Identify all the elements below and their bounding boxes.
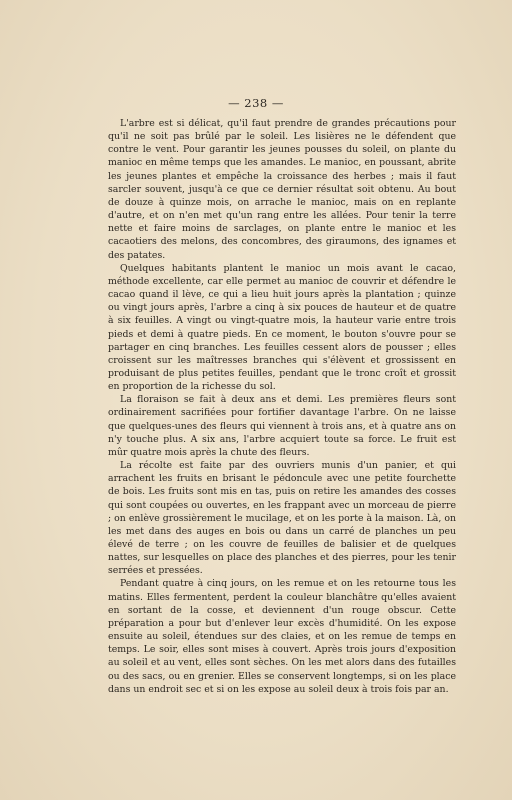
paragraph: La récolte est faite par des ouvriers munis d'un panier, et qui arrachent les fruits en brisant le pédoncule avec une petite fourchette de bois. Les fruits sont mis en tas, puis on retire les amandes des cosses qui sont coupées ou ouvertes, en les frappant avec un morceau de pierre ; on enlève grossièrement le mucilage, et on les porte à la maison. Là, on les met dans des auges en bois ou dans un carré de planches un peu élevé de terre ; on les couvre de feuilles de balisier et de quelques nattes, sur lesquelles on place des planches et des pierres, pour les tenir serrées et pressées. — [108, 460, 456, 577]
page-number: — 238 — — [228, 96, 284, 110]
paragraph: L'arbre est si délicat, qu'il faut prendre de grandes précautions pour qu'il ne soit pas brûlé par le soleil. Les lisières ne le défendent que contre le vent. Pour garantir les jeunes pousses du soleil, on plante du manioc en même temps que les amandes. Le manioc, en poussant, abrite les jeunes plantes et empêche la croissance des herbes ; mais il faut sarcler souvent, jusqu'à ce que ce dernier résultat soit obtenu. Au bout de douze à quinze mois, on arrache le manioc, mais on en replante d'autre, et on n'en met qu'un rang entre les allées. Pour tenir la terre nette et faire moins de sarclages, on plante entre le manioc et les cacaotiers des melons, des concombres, des giraumons, des ignames et des patates. — [108, 118, 456, 261]
paragraph: La floraison se fait à deux ans et demi. Les premières fleurs sont ordinairement sacrifiées pour fortifier davantage l'arbre. On ne laisse que quelques-unes des fleurs qui viennent à trois ans, et à quatre ans on n'y touche plus. A six ans, l'arbre acquiert toute sa force. Le fruit est mûr quatre mois après la chute des fleurs. — [108, 394, 456, 458]
paragraph: Pendant quatre à cinq jours, on les remue et on les retourne tous les matins. Elles fermentent, perdent la couleur blanchâtre qu'elles avaient en sortant de la cosse, et deviennent d'un rouge obscur. Cette préparation a pour but d'enlever leur excès d'humidité. On les expose ensuite au soleil, étendues sur des claies, et on les remue de temps en temps. Le soir, elles sont mises à couvert. Après trois jours d'exposition au soleil et au vent, elles sont sèches. On les met alors dans des futailles ou des sacs, ou en grenier. Elles se conservent longtemps, si on les place dans un endroit sec et si on les expose au soleil deux à trois fois par an. — [108, 578, 456, 695]
paragraph: Quelques habitants plantent le manioc un mois avant le cacao, méthode excellente, car elle permet au manioc de couvrir et défendre le cacao quand il lève, ce qui a lieu huit jours après la plantation ; quinze ou vingt jours après, l'arbre a cinq à six pouces de hauteur et de quatre à six feuilles. A vingt ou vingt-quatre mois, la hauteur varie entre trois pieds et demi à quatre pieds. En ce moment, le bouton s'ouvre pour se partager en cinq branches. Les feuilles cessent alors de pousser ; elles croissent sur les maîtresses branches qui s'élèvent et grossissent en produisant de plus petites feuilles, pendant que le tronc croît et grossit en proportion de la richesse du sol. — [108, 262, 456, 393]
page-body — [108, 117, 456, 696]
